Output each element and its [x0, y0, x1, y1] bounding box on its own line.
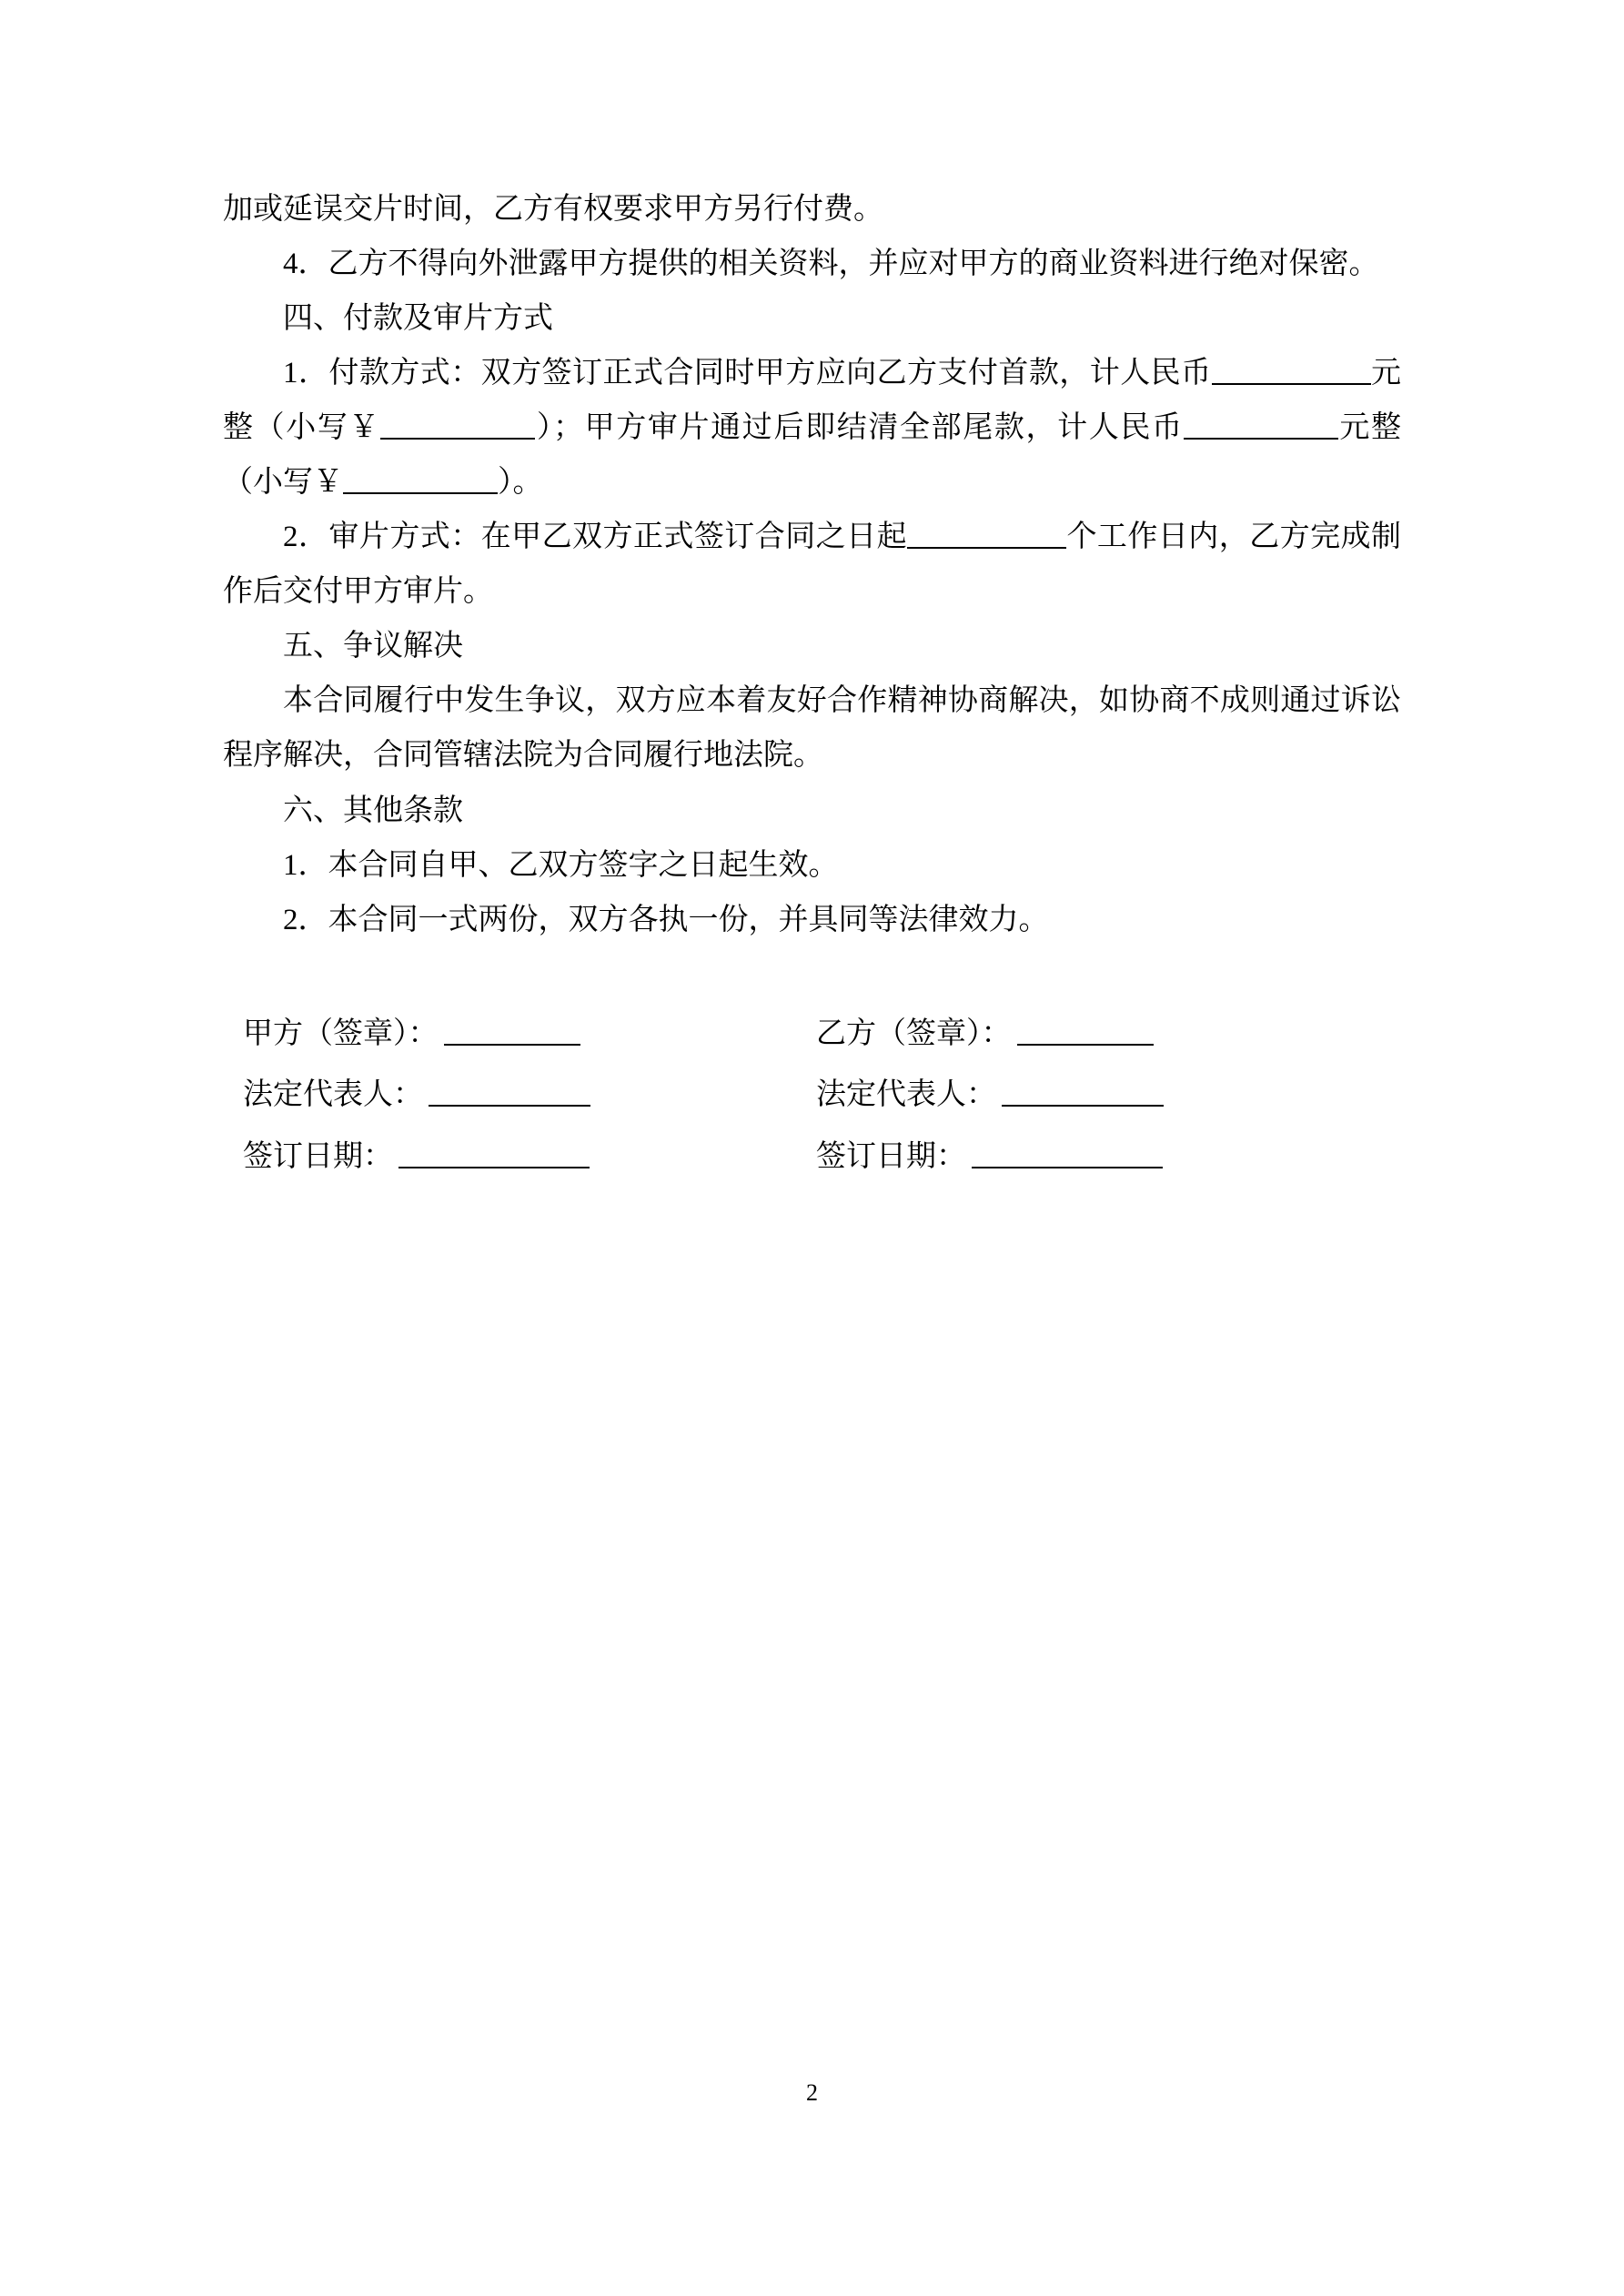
- signature-party-b-date-blank[interactable]: [972, 1167, 1163, 1168]
- payment-first-amount-blank[interactable]: [1212, 383, 1371, 385]
- signature-party-a-legal-rep: [243, 1065, 816, 1127]
- payment-text-4: 元整（小写￥: [223, 411, 1402, 500]
- signature-party-b-seal-label: 乙方（签章）：: [816, 1017, 1012, 1050]
- heading-section-four: 四、付款及审片方式: [283, 302, 553, 336]
- paragraph-delay-fee: 加或延误交片时间，乙方有权要求甲方另行付费。: [223, 193, 883, 226]
- paragraph-effective-date: 1．本合同自甲、乙双方签字之日起生效。: [283, 848, 839, 882]
- signature-party-b-date-label: 签订日期：: [816, 1139, 966, 1173]
- paragraph-review-method: [223, 510, 1401, 619]
- document-body: [223, 182, 1401, 1188]
- heading-section-six: 六、其他条款: [283, 794, 463, 827]
- signature-party-b-legal-rep: [816, 1065, 1389, 1127]
- signature-row-sign-date: [243, 1127, 1401, 1188]
- payment-final-amount-blank[interactable]: [1184, 438, 1338, 440]
- signature-party-a-date-blank[interactable]: [398, 1167, 590, 1168]
- signature-party-b-seal-blank[interactable]: [1017, 1044, 1154, 1046]
- paragraph-payment-method: [223, 346, 1401, 510]
- signature-party-a-legal-rep-blank[interactable]: [429, 1105, 590, 1107]
- paragraph-copies: 2．本合同一式两份，双方各执一份，并具同等法律效力。: [283, 903, 1049, 936]
- signature-party-b-date: [816, 1127, 1389, 1188]
- signature-row-seal: [243, 1004, 1401, 1066]
- signature-row-legal-representative: [243, 1065, 1401, 1127]
- signature-party-a-seal-blank[interactable]: [444, 1044, 580, 1046]
- payment-text-2: 元整（小写￥: [223, 357, 1401, 445]
- review-text-1: 2．审片方式：在甲乙双方正式签订合同之日起: [283, 521, 908, 554]
- payment-text-1: 1．付款方式：双方签订正式合同时甲方应向乙方支付首款，计人民币: [283, 357, 1212, 390]
- payment-first-amount-digits-blank[interactable]: [380, 438, 535, 440]
- payment-text-5: ）。: [498, 466, 543, 500]
- heading-section-five: 五、争议解决: [283, 630, 463, 663]
- paragraph-dispute-resolution: 本合同履行中发生争议，双方应本着友好合作精神协商解决，如协商不成则通过诉讼程序解决，合同管辖法院为合同履行地法院。: [223, 684, 1401, 773]
- signature-party-a-date-label: 签订日期：: [243, 1139, 393, 1173]
- review-workdays-blank[interactable]: [907, 547, 1066, 549]
- signature-block: [223, 1004, 1401, 1188]
- signature-party-b-seal: [816, 1004, 1389, 1066]
- payment-text-3: ）；甲方审片通过后即结清全部尾款，计人民币: [535, 411, 1184, 445]
- payment-final-amount-digits-blank[interactable]: [343, 492, 498, 494]
- signature-party-a-seal: [243, 1004, 816, 1066]
- signature-party-a-legal-rep-label: 法定代表人：: [243, 1078, 423, 1112]
- signature-party-b-legal-rep-blank[interactable]: [1002, 1105, 1164, 1107]
- review-text-2: 个工作日内，乙方完成制作后交付甲方审片。: [223, 521, 1401, 609]
- paragraph-confidentiality: 4．乙方不得向外泄露甲方提供的相关资料，并应对甲方的商业资料进行绝对保密。: [283, 248, 1379, 281]
- signature-party-a-date: [243, 1127, 816, 1188]
- page-number: 2: [806, 2079, 818, 2106]
- signature-party-a-seal-label: 甲方（签章）：: [243, 1017, 439, 1050]
- signature-party-b-legal-rep-label: 法定代表人：: [816, 1078, 996, 1112]
